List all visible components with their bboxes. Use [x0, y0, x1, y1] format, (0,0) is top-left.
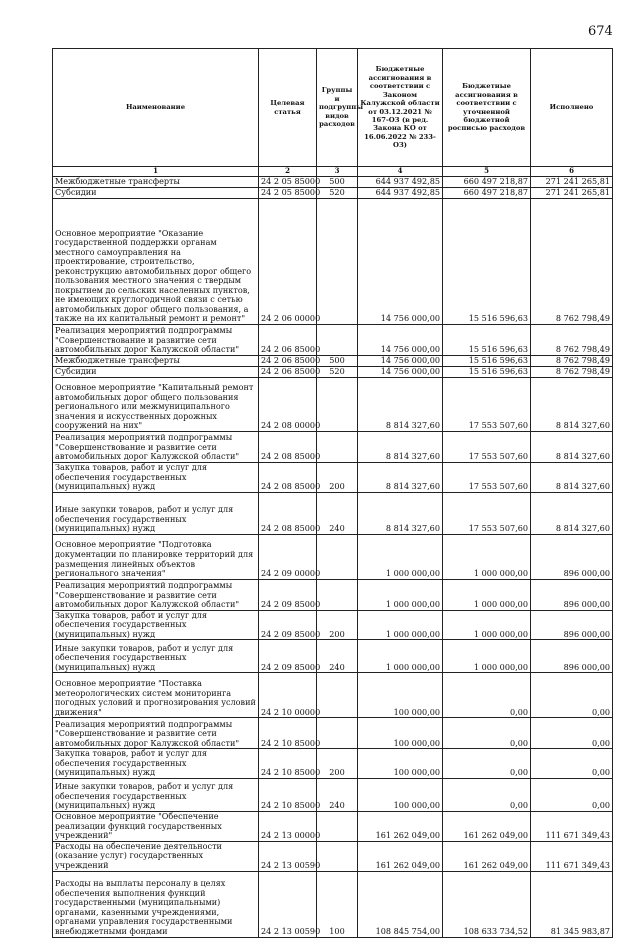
row-target-article: 24 2 09 85000 [259, 640, 317, 673]
row-budget-refined-amount: 108 633 734,52 [443, 871, 531, 937]
header-col4: Бюджетные ассигнования в соответствии с Законом Калужской области от 03.12.2021 № 167-ОЗ (в ред. Закона КО от 16.06.2022 № 233-ОЗ) [358, 49, 443, 167]
row-budget-law-amount: 100 000,00 [358, 778, 443, 811]
row-budget-law-amount: 14 756 000,00 [358, 199, 443, 325]
row-budget-refined-amount: 15 516 596,63 [443, 325, 531, 356]
row-name: Межбюджетные трансферты [53, 356, 259, 367]
row-expense-group [317, 811, 358, 841]
row-expense-group [317, 841, 358, 871]
row-budget-refined-amount: 17 553 507,60 [443, 492, 531, 534]
row-budget-refined-amount: 15 516 596,63 [443, 367, 531, 378]
row-budget-refined-amount: 15 516 596,63 [443, 356, 531, 367]
row-budget-law-amount: 1 000 000,00 [358, 579, 443, 610]
row-target-article: 24 2 08 85000 [259, 463, 317, 493]
header-name: Наименование [53, 49, 259, 167]
row-budget-refined-amount: 1 000 000,00 [443, 579, 531, 610]
row-expense-group [317, 579, 358, 610]
row-budget-refined-amount: 1 000 000,00 [443, 640, 531, 673]
row-target-article: 24 2 05 85000 [259, 188, 317, 199]
row-name: Закупка товаров, работ и услуг для обеспечения государственных (муниципальных) нужд [53, 463, 259, 493]
row-budget-refined-amount: 1 000 000,00 [443, 534, 531, 579]
row-budget-law-amount: 108 845 754,00 [358, 871, 443, 937]
row-name: Основное мероприятие "Оказание государственной поддержки органам местного самоуправления на проектирование, строительство, реконструкцию автомобильных дорог общего пользования местного значения с твердым покрытием до сельских населенных пунктов, не имеющих круглогодичной связи с сетью автомобильных дорог общего пользования, а также на их капитальный ремонт и ремонт" [53, 199, 259, 325]
header-group: Группы и подгруппы видов расходов [317, 49, 358, 167]
row-budget-law-amount: 1 000 000,00 [358, 640, 443, 673]
row-executed-amount: 0,00 [531, 778, 613, 811]
table-row [53, 325, 613, 356]
row-name: Субсидии [53, 367, 259, 378]
row-name: Основное мероприятие "Поставка метеорологических систем мониторинга погодных условий и прогнозирования условий движения" [53, 673, 259, 718]
table-row [53, 432, 613, 463]
row-executed-amount: 81 345 983,87 [531, 871, 613, 937]
col-number: 2 [259, 167, 317, 177]
row-executed-amount: 0,00 [531, 749, 613, 779]
row-executed-amount: 896 000,00 [531, 640, 613, 673]
row-executed-amount: 8 814 327,60 [531, 492, 613, 534]
row-budget-law-amount: 100 000,00 [358, 718, 443, 749]
col-number: 6 [531, 167, 613, 177]
table-row [53, 463, 613, 493]
table-row [53, 356, 613, 367]
header-code: Целевая статья [259, 49, 317, 167]
row-name: Иные закупки товаров, работ и услуг для обеспечения государственных (муниципальных) нужд [53, 778, 259, 811]
row-budget-refined-amount: 17 553 507,60 [443, 463, 531, 493]
row-expense-group: 200 [317, 463, 358, 493]
row-expense-group [317, 534, 358, 579]
row-target-article: 24 2 06 85000 [259, 325, 317, 356]
row-executed-amount: 8 762 798,49 [531, 356, 613, 367]
row-name: Основное мероприятие "Обеспечение реализации функций государственных учреждений" [53, 811, 259, 841]
row-target-article: 24 2 10 85000 [259, 749, 317, 779]
row-target-article: 24 2 10 85000 [259, 718, 317, 749]
row-expense-group: 520 [317, 188, 358, 199]
column-number-row [53, 167, 613, 177]
row-target-article: 24 2 10 85000 [259, 778, 317, 811]
row-budget-refined-amount: 0,00 [443, 673, 531, 718]
row-budget-law-amount: 8 814 327,60 [358, 463, 443, 493]
row-expense-group: 200 [317, 749, 358, 779]
row-expense-group: 240 [317, 640, 358, 673]
row-name: Основное мероприятие "Капитальный ремонт автомобильных дорог общего пользования регионального или межмуниципального значения и искусственных дорожных сооружений на них" [53, 378, 259, 432]
row-budget-law-amount: 14 756 000,00 [358, 356, 443, 367]
table-row [53, 378, 613, 432]
row-target-article: 24 2 09 85000 [259, 610, 317, 640]
row-executed-amount: 896 000,00 [531, 579, 613, 610]
row-budget-refined-amount: 0,00 [443, 749, 531, 779]
row-budget-law-amount: 644 937 492,85 [358, 188, 443, 199]
table-row [53, 367, 613, 378]
table-row [53, 188, 613, 199]
header-col5: Бюджетные ассигнования в соответствии с уточненной бюджетной росписью расходов [443, 49, 531, 167]
row-target-article: 24 2 09 00000 [259, 534, 317, 579]
row-target-article: 24 2 08 00000 [259, 378, 317, 432]
row-target-article: 24 2 06 85000 [259, 367, 317, 378]
row-executed-amount: 111 671 349,43 [531, 811, 613, 841]
row-name: Реализация мероприятий подпрограммы "Совершенствование и развитие сети автомобильных дорог Калужской области" [53, 325, 259, 356]
row-expense-group: 240 [317, 778, 358, 811]
table-row [53, 811, 613, 841]
row-executed-amount: 271 241 265,81 [531, 177, 613, 188]
row-name: Реализация мероприятий подпрограммы "Совершенствование и развитие сети автомобильных дорог Калужской области" [53, 718, 259, 749]
table-row [53, 673, 613, 718]
col-number: 4 [358, 167, 443, 177]
row-target-article: 24 2 06 00000 [259, 199, 317, 325]
table-row [53, 640, 613, 673]
row-executed-amount: 8 762 798,49 [531, 367, 613, 378]
header-col6: Исполнено [531, 49, 613, 167]
row-expense-group [317, 673, 358, 718]
col-number: 3 [317, 167, 358, 177]
row-budget-refined-amount: 17 553 507,60 [443, 378, 531, 432]
row-expense-group: 100 [317, 871, 358, 937]
row-target-article: 24 2 13 00590 [259, 841, 317, 871]
row-budget-law-amount: 1 000 000,00 [358, 610, 443, 640]
row-name: Закупка товаров, работ и услуг для обеспечения государственных (муниципальных) нужд [53, 610, 259, 640]
row-budget-law-amount: 1 000 000,00 [358, 534, 443, 579]
row-target-article: 24 2 05 85000 [259, 177, 317, 188]
row-target-article: 24 2 06 85000 [259, 356, 317, 367]
row-executed-amount: 896 000,00 [531, 534, 613, 579]
row-budget-law-amount: 8 814 327,60 [358, 492, 443, 534]
row-budget-refined-amount: 15 516 596,63 [443, 199, 531, 325]
row-budget-law-amount: 100 000,00 [358, 749, 443, 779]
row-budget-refined-amount: 0,00 [443, 778, 531, 811]
col-number: 1 [53, 167, 259, 177]
row-expense-group [317, 378, 358, 432]
table-row [53, 579, 613, 610]
col-number: 5 [443, 167, 531, 177]
row-expense-group [317, 325, 358, 356]
row-executed-amount: 8 814 327,60 [531, 378, 613, 432]
row-name: Расходы на выплаты персоналу в целях обеспечения выполнения функций государственными (муниципальными) органами, казенными учреждениями, органами управления государственными внебюджетными фондами [53, 871, 259, 937]
table-row [53, 841, 613, 871]
table-row [53, 492, 613, 534]
table-row [53, 871, 613, 937]
row-executed-amount: 8 762 798,49 [531, 325, 613, 356]
row-target-article: 24 2 08 85000 [259, 432, 317, 463]
row-expense-group: 240 [317, 492, 358, 534]
row-budget-law-amount: 8 814 327,60 [358, 432, 443, 463]
row-target-article: 24 2 13 00000 [259, 811, 317, 841]
row-budget-law-amount: 161 262 049,00 [358, 841, 443, 871]
row-executed-amount: 8 814 327,60 [531, 463, 613, 493]
row-expense-group [317, 432, 358, 463]
row-executed-amount: 896 000,00 [531, 610, 613, 640]
row-expense-group: 500 [317, 177, 358, 188]
page-number: 674 [588, 24, 613, 39]
row-budget-law-amount: 644 937 492,85 [358, 177, 443, 188]
table-row [53, 199, 613, 325]
row-budget-refined-amount: 660 497 218,87 [443, 177, 531, 188]
row-budget-refined-amount: 161 262 049,00 [443, 841, 531, 871]
row-name: Закупка товаров, работ и услуг для обеспечения государственных (муниципальных) нужд [53, 749, 259, 779]
row-budget-law-amount: 14 756 000,00 [358, 325, 443, 356]
row-executed-amount: 271 241 265,81 [531, 188, 613, 199]
row-budget-refined-amount: 660 497 218,87 [443, 188, 531, 199]
row-budget-refined-amount: 1 000 000,00 [443, 610, 531, 640]
row-name: Субсидии [53, 188, 259, 199]
row-executed-amount: 0,00 [531, 673, 613, 718]
budget-table [52, 48, 613, 938]
row-executed-amount: 8 762 798,49 [531, 199, 613, 325]
row-target-article: 24 2 13 00590 [259, 871, 317, 937]
row-name: Иные закупки товаров, работ и услуг для обеспечения государственных (муниципальных) нужд [53, 492, 259, 534]
row-name: Реализация мероприятий подпрограммы "Совершенствование и развитие сети автомобильных дорог Калужской области" [53, 579, 259, 610]
row-target-article: 24 2 09 85000 [259, 579, 317, 610]
row-expense-group: 500 [317, 356, 358, 367]
table-row [53, 778, 613, 811]
row-expense-group [317, 718, 358, 749]
table-row [53, 718, 613, 749]
row-budget-refined-amount: 0,00 [443, 718, 531, 749]
row-target-article: 24 2 10 00000 [259, 673, 317, 718]
row-budget-refined-amount: 161 262 049,00 [443, 811, 531, 841]
row-budget-law-amount: 8 814 327,60 [358, 378, 443, 432]
row-name: Расходы на обеспечение деятельности (оказание услуг) государственных учреждений [53, 841, 259, 871]
row-expense-group: 520 [317, 367, 358, 378]
table-row [53, 177, 613, 188]
row-executed-amount: 111 671 349,43 [531, 841, 613, 871]
row-name: Основное мероприятие "Подготовка документации по планировке территорий для размещения линейных объектов регионального значения" [53, 534, 259, 579]
row-budget-law-amount: 100 000,00 [358, 673, 443, 718]
row-budget-refined-amount: 17 553 507,60 [443, 432, 531, 463]
table-row [53, 534, 613, 579]
row-expense-group [317, 199, 358, 325]
row-budget-law-amount: 161 262 049,00 [358, 811, 443, 841]
row-name: Иные закупки товаров, работ и услуг для обеспечения государственных (муниципальных) нужд [53, 640, 259, 673]
table-row [53, 749, 613, 779]
row-name: Межбюджетные трансферты [53, 177, 259, 188]
row-expense-group: 200 [317, 610, 358, 640]
row-name: Реализация мероприятий подпрограммы "Совершенствование и развитие сети автомобильных дорог Калужской области" [53, 432, 259, 463]
row-budget-law-amount: 14 756 000,00 [358, 367, 443, 378]
row-target-article: 24 2 08 85000 [259, 492, 317, 534]
table-row [53, 610, 613, 640]
row-executed-amount: 0,00 [531, 718, 613, 749]
table-header-row [53, 49, 613, 167]
row-executed-amount: 8 814 327,60 [531, 432, 613, 463]
